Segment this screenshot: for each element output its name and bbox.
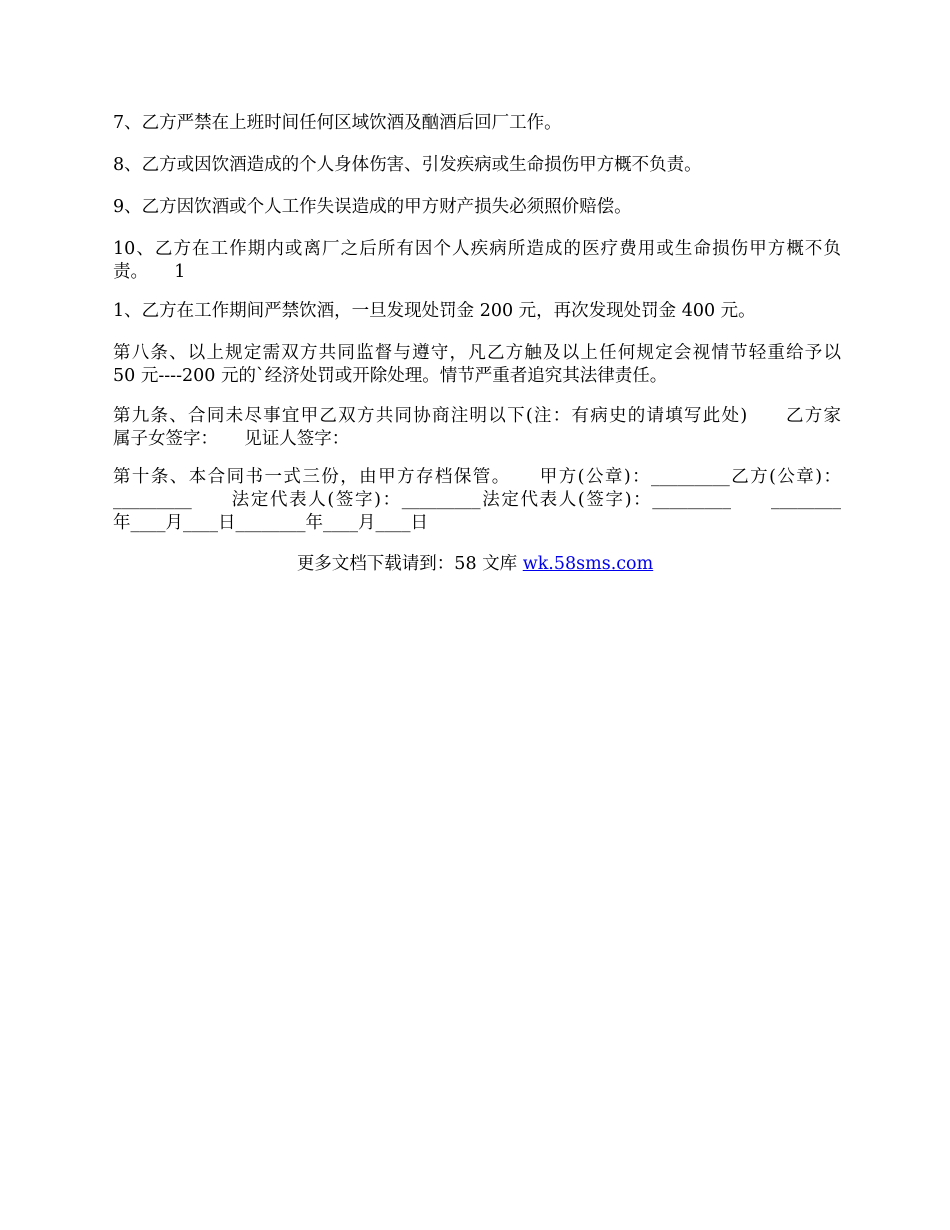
clause-7 xyxy=(113,112,841,135)
clause-line: 10、乙方在工作期内或离厂之后所有因个人疾病所造成的医疗费用或生命损伤甲方概不负 xyxy=(113,239,841,259)
clause-line: _________ 法定代表人(签字)：_________法定代表人(签字)：_________ ________ xyxy=(113,490,841,510)
clause-line: 属子女签字： 见证人签字： xyxy=(113,429,350,449)
clause-10 xyxy=(113,238,841,284)
clause-line: 50 元----200 元的`经济处罚或开除处理。情节严重者追究其法律责任。 xyxy=(113,366,668,386)
clause-8 xyxy=(113,154,841,177)
clause-line: 第八条、以上规定需双方共同监督与遵守，凡乙方触及以上任何规定会视情节轻重给予以 xyxy=(113,343,841,363)
clause-line: 9、乙方因饮酒或个人工作失误造成的甲方财产损失必须照价赔偿。 xyxy=(113,197,632,217)
clause-line: 责。 1 xyxy=(113,262,186,282)
footer-link[interactable]: wk.58sms.com xyxy=(522,554,654,574)
article-10 xyxy=(113,466,841,535)
download-footer xyxy=(0,553,950,576)
clause-line: 第十条、本合同书一式三份，由甲方存档保管。 甲方(公章)：_________乙方(公章)： xyxy=(113,467,841,487)
article-8 xyxy=(113,342,841,388)
clause-line: 1、乙方在工作期间严禁饮酒，一旦发现处罚金 200 元，再次发现处罚金 400 元。 xyxy=(113,301,756,321)
clause-penalty xyxy=(113,300,841,323)
footer-text: 更多文档下载请到：58 文库 xyxy=(296,554,523,574)
clause-line: 年____月____日________年____月____日 xyxy=(113,513,428,533)
clause-line: 第九条、合同未尽事宜甲乙双方共同协商注明以下(注：有病史的请填写此处) 乙方家 xyxy=(113,406,841,426)
clause-line: 7、乙方严禁在上班时间任何区域饮酒及酗酒后回厂工作。 xyxy=(113,113,562,133)
clause-line: 8、乙方或因饮酒造成的个人身体伤害、引发疾病或生命损伤甲方概不负责。 xyxy=(113,155,702,175)
clause-9 xyxy=(113,196,841,219)
article-9 xyxy=(113,405,841,451)
